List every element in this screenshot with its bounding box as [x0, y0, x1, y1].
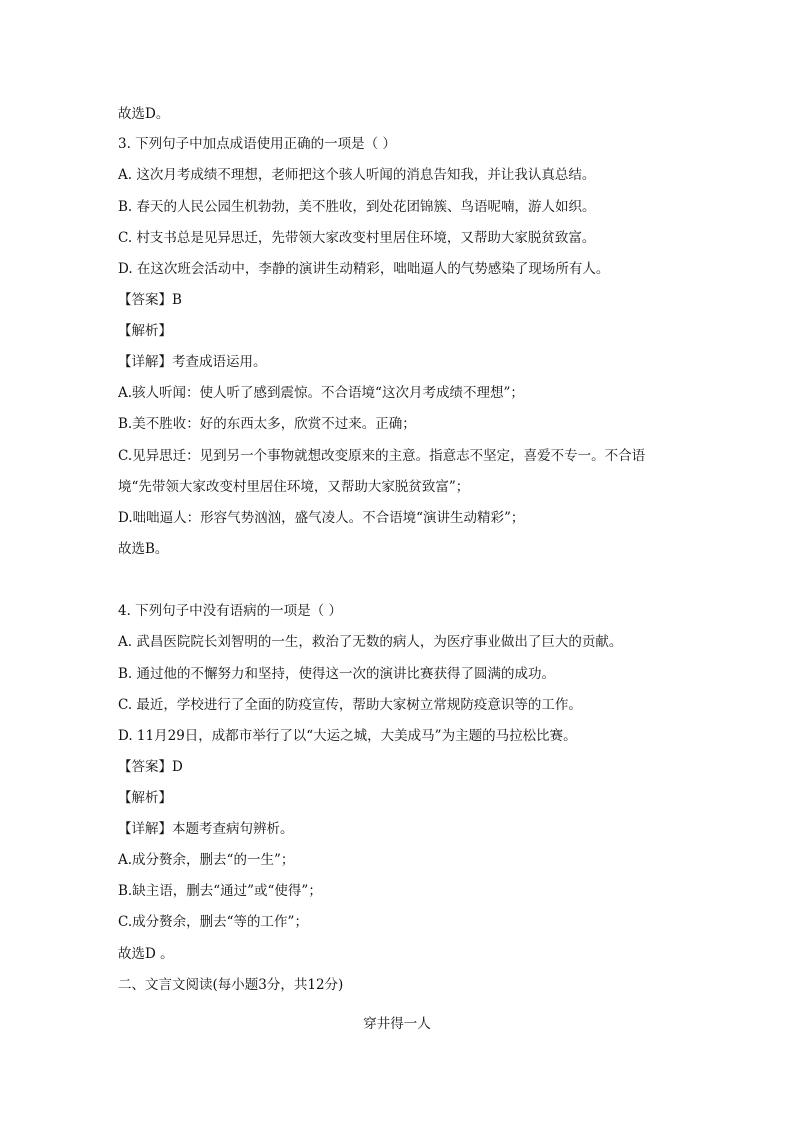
question-4-stem: 4. 下列句子中没有语病的一项是（ ） — [118, 603, 342, 619]
question-3-stem: 3. 下列句子中加点成语使用正确的一项是（ ） — [118, 136, 396, 152]
section-heading: 二、文言文阅读(每小题3分，共12分) — [118, 977, 344, 993]
question-4-option-d: D. 11月29日，成都市举行了以“大运之城，大美成马”为主题的马拉松比赛。 — [118, 728, 577, 744]
passage-title: 穿井得一人 — [363, 1016, 431, 1032]
detail-label: 【详解】考查成语运用。 — [118, 354, 267, 370]
explanation-line: A.骇人听闻：使人听了感到震惊。不合语境“这次月考成绩不理想”； — [118, 385, 524, 401]
conclusion-line: 故选B。 — [118, 541, 169, 557]
analysis-label: 【解析】 — [118, 790, 172, 806]
explanation-line: C.成分赘余，删去“等的工作”； — [118, 914, 308, 930]
question-4-option-c: C. 最近，学校进行了全面的防疫宣传，帮助大家树立常规防疫意识等的工作。 — [118, 697, 582, 713]
question-3-option-b: B. 春天的人民公园生机勃勃，美不胜收，到处花团锦簇、鸟语呢喃，游人如织。 — [118, 199, 596, 215]
question-4-option-a: A. 武昌医院院长刘智明的一生，救治了无数的病人，为医疗事业做出了巨大的贡献。 — [118, 634, 623, 650]
answer-label: 【答案】D — [118, 759, 183, 775]
analysis-label: 【解析】 — [118, 323, 172, 339]
question-4-option-b: B. 通过他的不懈努力和坚持，使得这一次的演讲比赛获得了圆满的成功。 — [118, 666, 556, 682]
explanation-line: D.咄咄逼人：形容气势汹汹，盛气凌人。不合语境“演讲生动精彩”； — [118, 510, 525, 526]
explanation-line: C.见异思迁：见到另一个事物就想改变原来的主意。指意志不坚定，喜爱不专一。不合语 — [118, 448, 646, 464]
explanation-line: B.美不胜收：好的东西太多，欣赏不过来。正确； — [118, 416, 416, 432]
conclusion-line: 故选D 。 — [118, 946, 174, 962]
question-3-option-d: D. 在这次班会活动中，李静的演讲生动精彩，咄咄逼人的气势感染了现场所有人。 — [118, 261, 610, 277]
answer-label: 【答案】B — [118, 292, 182, 308]
explanation-line: 境“先带领大家改变村里居住环境，又帮助大家脱贫致富”； — [118, 479, 470, 495]
text-line: 故选D。 — [118, 106, 170, 122]
question-3-option-a: A. 这次月考成绩不理想，老师把这个骇人听闻的消息告知我，并让我认真总结。 — [118, 167, 596, 183]
explanation-line: A.成分赘余，删去“的一生”； — [118, 852, 295, 868]
question-3-option-c: C. 村支书总是见异思迁，先带领大家改变村里居住环境，又帮助大家脱贫致富。 — [118, 230, 596, 246]
explanation-line: B.缺主语，删去“通过”或“使得”； — [118, 883, 322, 899]
detail-label: 【详解】本题考查病句辨析。 — [118, 821, 294, 837]
